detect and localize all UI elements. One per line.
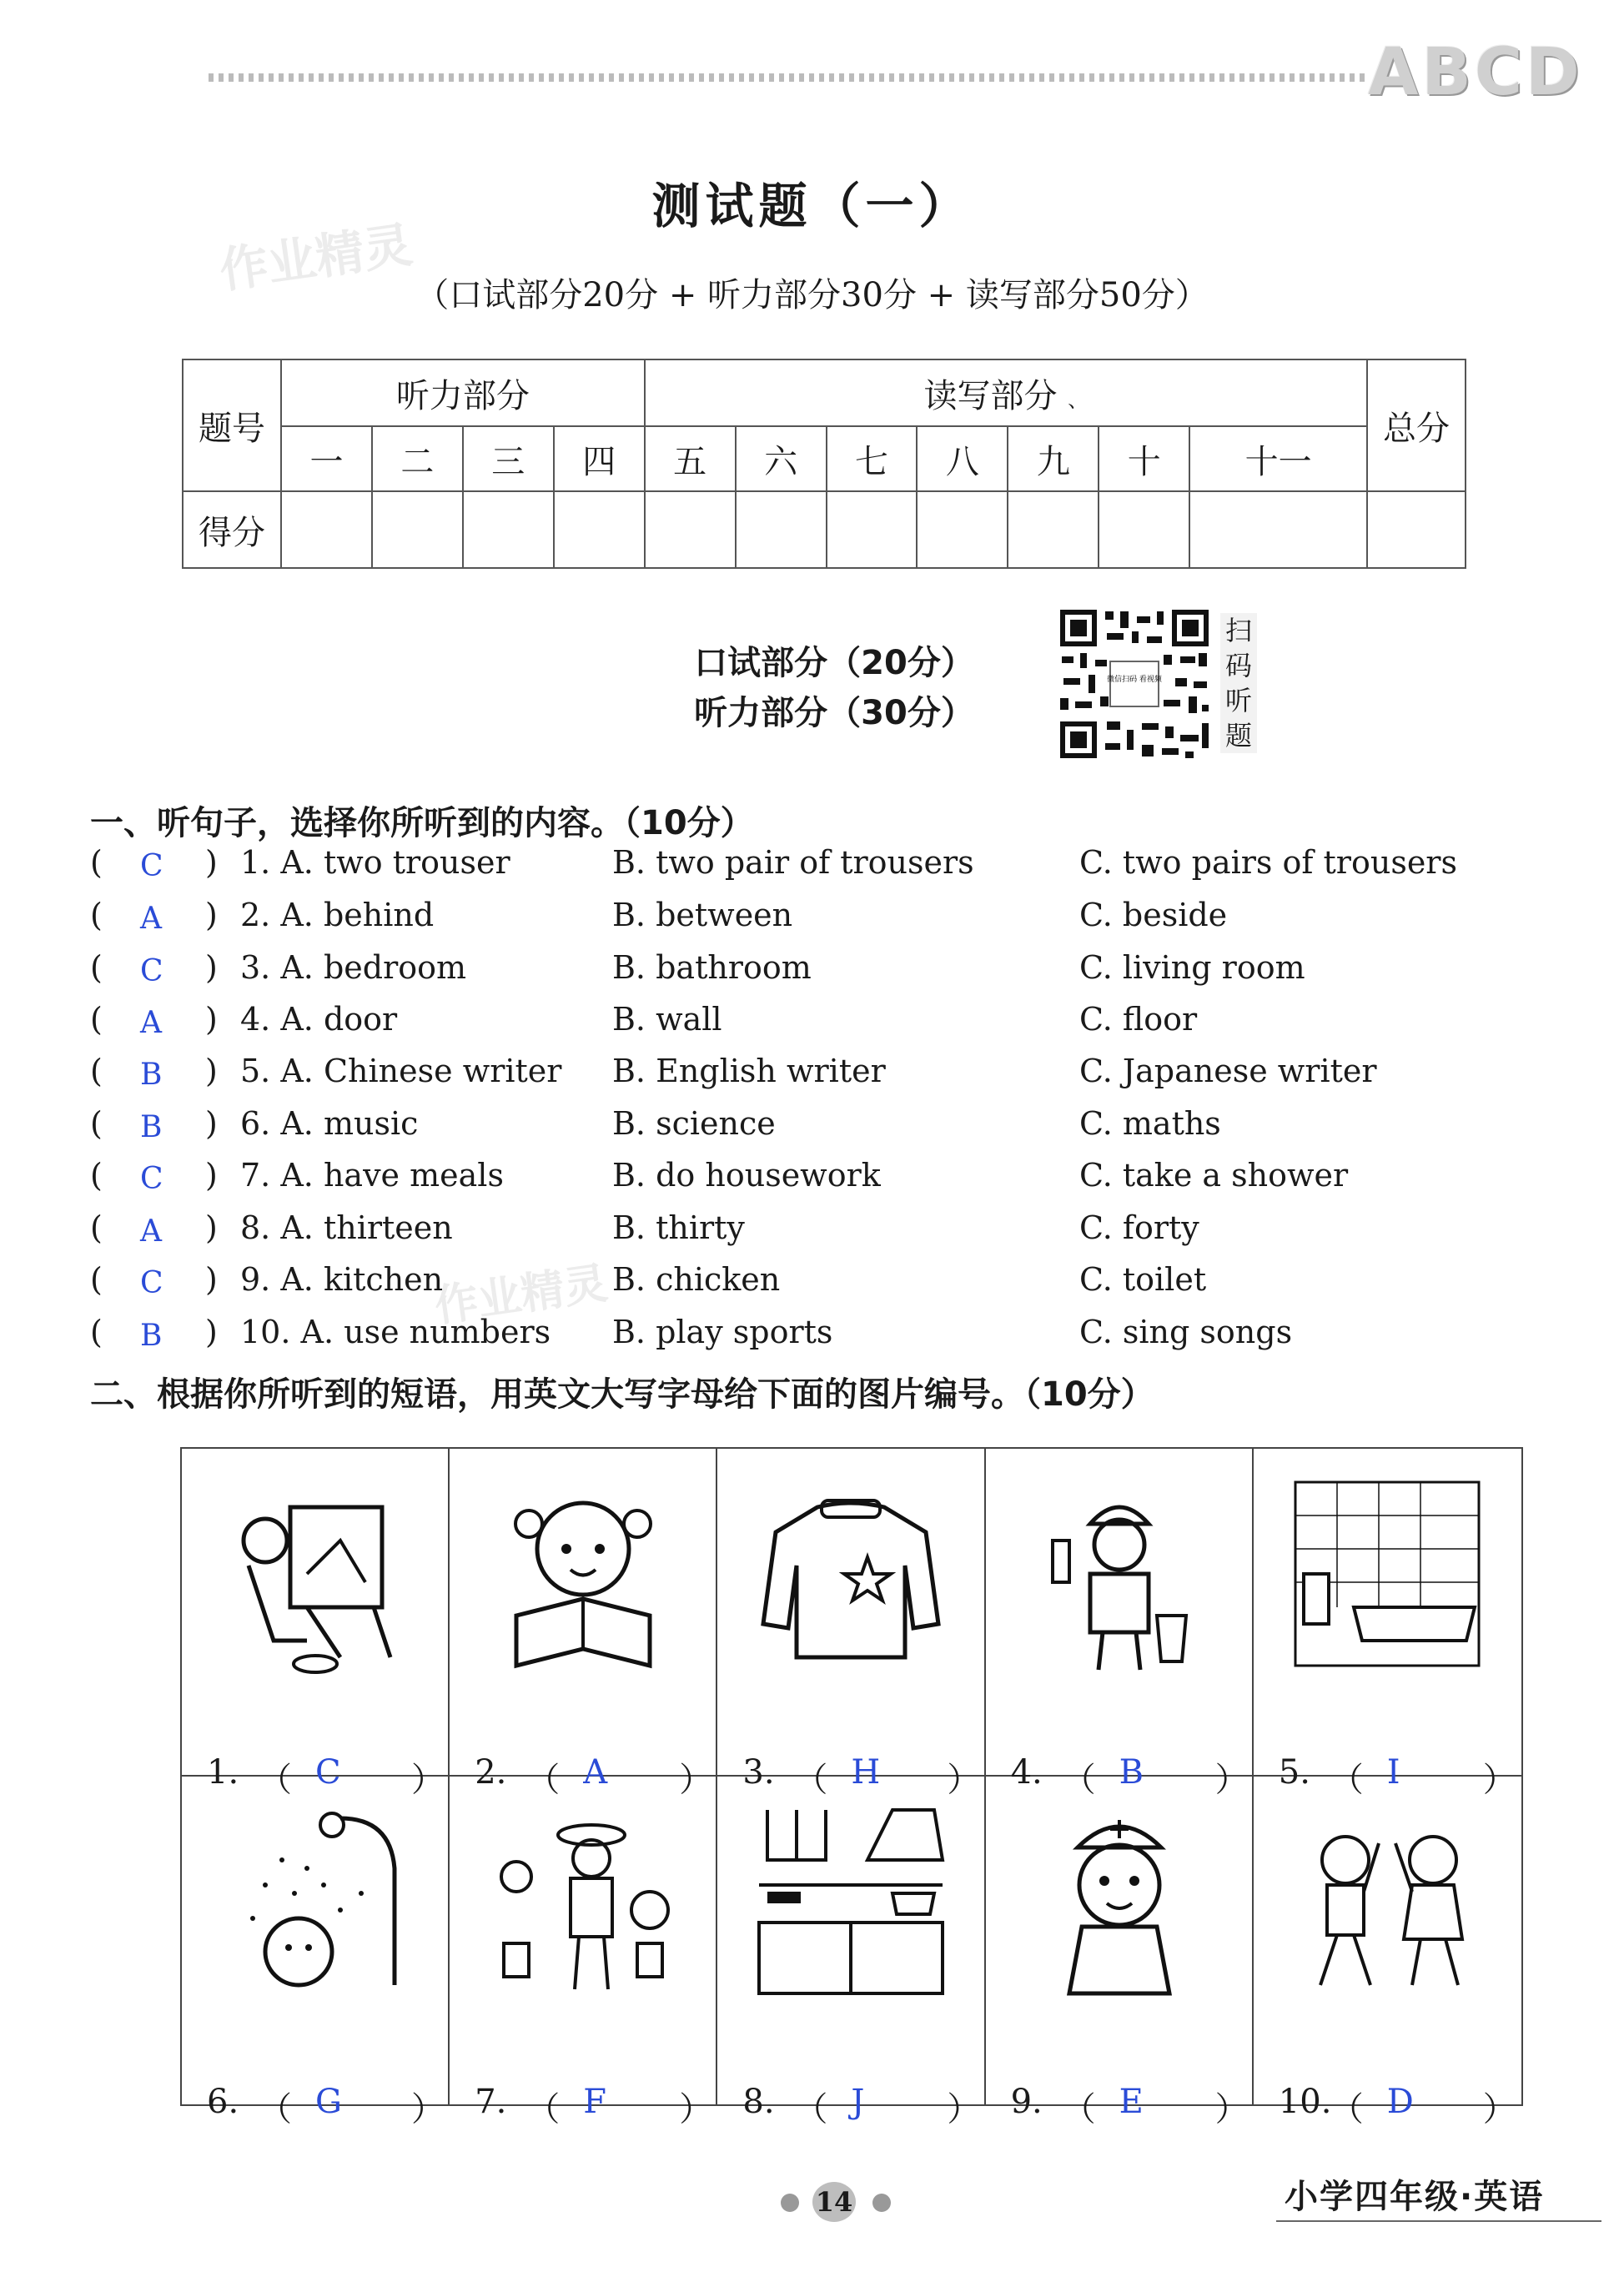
option-b: B. science: [612, 1105, 776, 1142]
picture-number: 2.: [475, 1753, 507, 1792]
score-cell: [554, 491, 645, 568]
answer-letter[interactable]: A: [140, 1006, 162, 1040]
label-question-number: 题号: [183, 359, 281, 491]
score-cell: [1008, 491, 1099, 568]
paren-left: （: [259, 1761, 292, 1799]
option-a: [240, 1209, 453, 1246]
option-b: B. thirty: [612, 1209, 745, 1246]
option-c: C. two pairs of trousers: [1079, 844, 1457, 881]
group-reading: [645, 359, 1367, 426]
paren-right: ）: [947, 1761, 981, 1799]
picture-number: 1.: [207, 1753, 239, 1792]
option-a: [240, 1001, 397, 1038]
option-b: B. bathroom: [612, 949, 812, 986]
watermark: 作业精灵: [216, 216, 416, 299]
question-number: 10.: [240, 1314, 291, 1350]
exercise-icon: [1287, 1802, 1487, 2002]
picture-answer[interactable]: E: [1119, 2083, 1144, 2121]
qr-label-char: 扫: [1224, 615, 1252, 646]
answer-letter[interactable]: A: [140, 902, 162, 936]
nurse-icon: [1019, 1802, 1219, 2002]
page-dot-icon: [872, 2194, 891, 2212]
picture-number: 8.: [742, 2083, 775, 2121]
question-row: [90, 1209, 1491, 1256]
option-b: B. chicken: [612, 1261, 781, 1298]
col-header: 一: [281, 426, 372, 491]
picture-answer[interactable]: C: [315, 1753, 341, 1792]
option-a-text: A. door: [280, 1001, 398, 1038]
answer-letter[interactable]: C: [140, 954, 163, 988]
qr-scan-label: [1220, 613, 1257, 753]
header-wavy-rule: [209, 73, 1368, 82]
sweater-icon: [751, 1474, 951, 1674]
col-header: 九: [1008, 426, 1099, 491]
col-header: 十一: [1189, 426, 1367, 491]
paren-left: (: [90, 1209, 103, 1246]
gardener-icon: [483, 1802, 683, 2002]
shower-icon: [215, 1802, 415, 2002]
worker-icon: [1019, 1474, 1219, 1674]
answer-letter[interactable]: C: [140, 849, 163, 883]
paren-right: ): [205, 1314, 218, 1350]
paren-left: (: [90, 844, 103, 881]
paren-right: ）: [679, 1761, 713, 1799]
option-a: [240, 1053, 561, 1089]
group-reading-mark: 、: [1068, 388, 1089, 412]
label-total: 总分: [1367, 359, 1466, 491]
paren-right: ): [205, 844, 218, 881]
group-listening: 听力部分: [281, 359, 645, 426]
paren-left: （: [259, 2090, 292, 2129]
option-a-text: A. Chinese writer: [280, 1053, 562, 1089]
question-row: [90, 897, 1491, 943]
score-cell: [1367, 491, 1466, 568]
paren-left: (: [90, 1053, 103, 1089]
option-b: B. between: [612, 897, 793, 933]
paren-right: ): [205, 897, 218, 933]
page-subtitle: （口试部分20分 + 听力部分30分 + 读写部分50分）: [415, 276, 1209, 314]
score-cell: [827, 491, 918, 568]
question-number: 5.: [240, 1053, 271, 1089]
picture-cell: [182, 1777, 450, 2129]
col-header: 十: [1099, 426, 1189, 491]
score-cell: [645, 491, 736, 568]
score-cell: [1189, 491, 1367, 568]
picture-answer[interactable]: J: [851, 2083, 865, 2121]
option-a-text: A. kitchen: [280, 1261, 444, 1298]
listening-section-title: 听力部分（30分）: [694, 694, 974, 732]
option-b: B. English writer: [612, 1053, 886, 1089]
picture-answer[interactable]: B: [1119, 1753, 1144, 1792]
qr-code-icon[interactable]: [1055, 605, 1214, 763]
page-dot-icon: [781, 2194, 799, 2212]
option-a: [240, 1261, 443, 1298]
option-c: C. toilet: [1079, 1261, 1207, 1298]
paren-left: (: [90, 897, 103, 933]
col-header: 三: [463, 426, 554, 491]
picture-number: 3.: [742, 1753, 775, 1792]
option-c: C. forty: [1079, 1209, 1199, 1246]
question-number: 1.: [240, 844, 271, 881]
paren-right: ): [205, 1209, 218, 1246]
question-number: 2.: [240, 897, 271, 933]
question-number: 4.: [240, 1001, 271, 1038]
paren-right: ）: [1482, 2090, 1516, 2129]
paren-left: （: [1062, 1761, 1096, 1799]
picture-answer[interactable]: I: [1386, 1753, 1400, 1792]
option-b: B. play sports: [612, 1314, 833, 1350]
paren-left: （: [526, 2090, 561, 2129]
oral-section-title: 口试部分（20分）: [694, 644, 974, 682]
paren-left: （: [794, 2090, 828, 2129]
score-cell: [1099, 491, 1189, 568]
page-number-badge: [776, 2179, 892, 2225]
picture-cell: [182, 1449, 450, 1799]
picture-cell: [1254, 1449, 1521, 1799]
picture-number: 9.: [1010, 2083, 1043, 2121]
option-c: C. take a shower: [1079, 1157, 1349, 1194]
picture-answer[interactable]: A: [583, 1753, 608, 1792]
col-header: 七: [827, 426, 918, 491]
option-c: C. Japanese writer: [1079, 1053, 1377, 1089]
picture-grid: [180, 1447, 1523, 2129]
option-c: C. sing songs: [1079, 1314, 1293, 1350]
picture-cell: [450, 1449, 717, 1799]
question-row: [90, 1105, 1491, 1152]
option-c: C. floor: [1079, 1001, 1198, 1038]
label-score: 得分: [183, 491, 281, 568]
option-a: [240, 844, 510, 881]
question-number: 6.: [240, 1105, 271, 1142]
painting-icon: [215, 1474, 415, 1674]
question-row: [90, 1261, 1491, 1308]
abcd-logo: ABCD: [1368, 35, 1583, 110]
score-cell: [463, 491, 554, 568]
question-row: [90, 1001, 1491, 1048]
bathroom-icon: [1287, 1474, 1487, 1674]
picture-number: 10.: [1278, 2083, 1332, 2121]
answer-letter[interactable]: A: [140, 1214, 162, 1249]
paren-left: (: [90, 949, 103, 986]
paren-right: ): [205, 949, 218, 986]
section-heads: [667, 638, 1001, 738]
picture-answer[interactable]: F: [583, 2083, 606, 2121]
question-row: [90, 1157, 1491, 1204]
col-header: 四: [554, 426, 645, 491]
paren-right: ）: [1214, 2090, 1249, 2129]
picture-number: 4.: [1010, 1753, 1043, 1792]
answer-letter[interactable]: B: [140, 1110, 163, 1144]
score-cell: [281, 491, 372, 568]
page-title: 测试题（一）: [651, 178, 973, 234]
paren-right: ): [205, 1105, 218, 1142]
score-cell: [917, 491, 1008, 568]
part2-heading: 二、根据你所听到的短语，用英文大写字母给下面的图片编号。（10分）: [90, 1375, 1154, 1414]
option-c: C. maths: [1079, 1105, 1221, 1142]
picture-cell: [986, 1449, 1254, 1799]
option-a: [240, 1105, 418, 1142]
qr-label-char: 码: [1224, 650, 1252, 681]
option-a: [240, 897, 434, 933]
paren-left: (: [90, 1105, 103, 1142]
paren-left: （: [1330, 2090, 1364, 2129]
part1-heading: 一、听句子，选择你所听到的内容。（10分）: [90, 804, 754, 842]
option-a-text: A. two trouser: [280, 844, 510, 881]
qr-label-char: 听: [1224, 685, 1252, 716]
paren-right: ）: [1482, 1761, 1516, 1799]
paren-right: ）: [1214, 1761, 1249, 1799]
question-number: 3.: [240, 949, 271, 986]
question-row: [90, 1053, 1491, 1099]
group-reading-label: 读写部分: [923, 376, 1058, 415]
kitchen-icon: [751, 1802, 951, 2002]
paren-right: ): [205, 1261, 218, 1298]
col-header: 八: [917, 426, 1008, 491]
watermark: 作业精灵: [431, 1258, 611, 1333]
col-header: 六: [736, 426, 827, 491]
paren-right: ): [205, 1001, 218, 1038]
page-number: 14: [812, 2182, 856, 2222]
footer-rule: [1276, 2220, 1601, 2222]
option-a: [240, 1157, 504, 1194]
question-row: [90, 844, 1491, 891]
paren-left: （: [1062, 2090, 1096, 2129]
paren-right: ): [205, 1053, 218, 1089]
option-a-text: A. have meals: [280, 1157, 504, 1194]
picture-number: 7.: [475, 2083, 507, 2121]
option-a-text: A. thirteen: [280, 1209, 453, 1246]
paren-left: （: [526, 1761, 561, 1799]
paren-left: (: [90, 1157, 103, 1194]
question-row: [90, 949, 1491, 996]
picture-cell: [717, 1777, 985, 2129]
option-b: B. do housework: [612, 1157, 881, 1194]
option-c: C. beside: [1079, 897, 1228, 933]
reading-girl-icon: [483, 1474, 683, 1674]
question-number: 9.: [240, 1261, 271, 1298]
answer-letter[interactable]: C: [140, 1162, 163, 1196]
paren-left: (: [90, 1261, 103, 1298]
paren-right: ）: [411, 2090, 445, 2129]
paren-right: ）: [679, 2090, 713, 2129]
picture-number: 5.: [1278, 1753, 1310, 1792]
answer-letter[interactable]: C: [140, 1266, 163, 1300]
question-number: 8.: [240, 1209, 271, 1246]
paren-left: （: [794, 1761, 828, 1799]
paren-left: (: [90, 1001, 103, 1038]
qr-center-text: 微信扫码 看视频: [1107, 676, 1162, 684]
picture-answer[interactable]: G: [315, 2083, 342, 2121]
option-a-text: A. bedroom: [280, 949, 467, 986]
paren-left: (: [90, 1314, 103, 1350]
col-header: 五: [645, 426, 736, 491]
grade-label: 小学四年级·英语: [1285, 2178, 1545, 2216]
paren-right: ）: [947, 2090, 981, 2129]
option-a-text: A. music: [280, 1105, 419, 1142]
paren-left: （: [1330, 1761, 1364, 1799]
question-row: [90, 1314, 1491, 1360]
picture-cell: [450, 1777, 717, 2129]
option-a-text: A. behind: [280, 897, 435, 933]
qr-label-char: 题: [1224, 720, 1252, 751]
picture-cell: [1254, 1777, 1521, 2129]
option-c: C. living room: [1079, 949, 1305, 986]
option-b: B. two pair of trousers: [612, 844, 974, 881]
option-a-text: A. use numbers: [300, 1314, 551, 1350]
score-table: [182, 359, 1466, 569]
answer-letter[interactable]: B: [140, 1319, 163, 1353]
picture-answer[interactable]: H: [851, 1753, 881, 1792]
option-b: B. wall: [612, 1001, 722, 1038]
picture-cell: [986, 1777, 1254, 2129]
score-cell: [372, 491, 463, 568]
picture-cell: [717, 1449, 985, 1799]
paren-right: ): [205, 1157, 218, 1194]
answer-letter[interactable]: B: [140, 1058, 163, 1092]
question-number: 7.: [240, 1157, 271, 1194]
score-cell: [736, 491, 827, 568]
paren-right: ）: [411, 1761, 445, 1799]
picture-answer[interactable]: D: [1386, 2083, 1414, 2121]
picture-number: 6.: [207, 2083, 239, 2121]
col-header: 二: [372, 426, 463, 491]
option-a: [240, 949, 466, 986]
